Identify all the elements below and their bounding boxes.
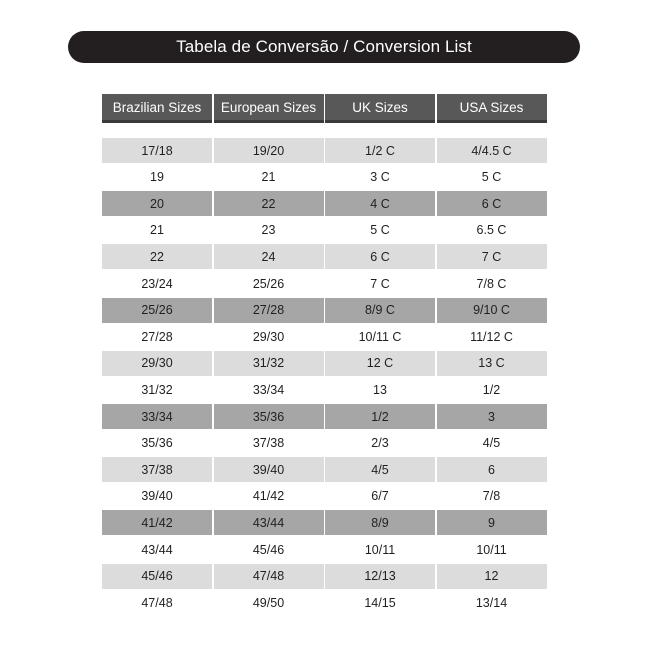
cell-brazilian: 22 <box>102 244 212 269</box>
table-row <box>102 298 547 323</box>
cell-brazilian: 31/32 <box>102 377 212 402</box>
cell-usa: 5 C <box>437 165 547 190</box>
cell-european: 31/32 <box>214 351 324 376</box>
cell-brazilian: 21 <box>102 218 212 243</box>
cell-uk: 5 C <box>325 218 435 243</box>
cell-uk: 12/13 <box>325 564 435 589</box>
table-row <box>102 484 547 509</box>
cell-european: 49/50 <box>214 590 324 615</box>
cell-uk: 4/5 <box>325 457 435 482</box>
page-title: Tabela de Conversão / Conversion List <box>176 37 472 56</box>
table-row <box>102 271 547 296</box>
cell-uk: 1/2 C <box>325 138 435 163</box>
cell-uk: 8/9 C <box>325 298 435 323</box>
cell-usa: 7/8 C <box>437 271 547 296</box>
table-row <box>102 537 547 562</box>
cell-brazilian: 47/48 <box>102 590 212 615</box>
cell-brazilian: 45/46 <box>102 564 212 589</box>
title-bar <box>68 31 580 63</box>
cell-brazilian: 19 <box>102 165 212 190</box>
header-brazilian-sizes: Brazilian Sizes <box>102 94 212 123</box>
table-row <box>102 138 547 163</box>
cell-usa: 13 C <box>437 351 547 376</box>
cell-usa: 6 C <box>437 191 547 216</box>
cell-uk: 12 C <box>325 351 435 376</box>
cell-usa: 4/4.5 C <box>437 138 547 163</box>
cell-brazilian: 39/40 <box>102 484 212 509</box>
cell-uk: 2/3 <box>325 431 435 456</box>
cell-brazilian: 29/30 <box>102 351 212 376</box>
cell-brazilian: 41/42 <box>102 510 212 535</box>
cell-uk: 10/11 C <box>325 324 435 349</box>
cell-european: 41/42 <box>214 484 324 509</box>
table-row <box>102 564 547 589</box>
table-row <box>102 165 547 190</box>
cell-european: 37/38 <box>214 431 324 456</box>
header-uk-sizes: UK Sizes <box>325 94 435 123</box>
table-row <box>102 244 547 269</box>
cell-european: 27/28 <box>214 298 324 323</box>
cell-european: 35/36 <box>214 404 324 429</box>
cell-usa: 4/5 <box>437 431 547 456</box>
cell-brazilian: 27/28 <box>102 324 212 349</box>
cell-european: 39/40 <box>214 457 324 482</box>
cell-usa: 11/12 C <box>437 324 547 349</box>
cell-brazilian: 33/34 <box>102 404 212 429</box>
table-row <box>102 218 547 243</box>
cell-usa: 1/2 <box>437 377 547 402</box>
cell-brazilian: 20 <box>102 191 212 216</box>
cell-uk: 1/2 <box>325 404 435 429</box>
cell-european: 23 <box>214 218 324 243</box>
cell-uk: 13 <box>325 377 435 402</box>
cell-european: 21 <box>214 165 324 190</box>
cell-uk: 7 C <box>325 271 435 296</box>
table-row <box>102 351 547 376</box>
cell-european: 29/30 <box>214 324 324 349</box>
table-row <box>102 377 547 402</box>
table-row <box>102 431 547 456</box>
cell-european: 45/46 <box>214 537 324 562</box>
cell-uk: 8/9 <box>325 510 435 535</box>
cell-usa: 6 <box>437 457 547 482</box>
cell-european: 43/44 <box>214 510 324 535</box>
table-header-row <box>102 94 547 123</box>
cell-uk: 14/15 <box>325 590 435 615</box>
cell-usa: 9 <box>437 510 547 535</box>
cell-uk: 3 C <box>325 165 435 190</box>
cell-brazilian: 17/18 <box>102 138 212 163</box>
table-row <box>102 457 547 482</box>
cell-usa: 13/14 <box>437 590 547 615</box>
cell-usa: 6.5 C <box>437 218 547 243</box>
cell-usa: 7/8 <box>437 484 547 509</box>
cell-brazilian: 43/44 <box>102 537 212 562</box>
table-row <box>102 510 547 535</box>
header-european-sizes: European Sizes <box>214 94 324 123</box>
header-usa-sizes: USA Sizes <box>437 94 547 123</box>
cell-brazilian: 35/36 <box>102 431 212 456</box>
cell-european: 19/20 <box>214 138 324 163</box>
cell-uk: 6 C <box>325 244 435 269</box>
cell-uk: 4 C <box>325 191 435 216</box>
cell-brazilian: 23/24 <box>102 271 212 296</box>
cell-brazilian: 25/26 <box>102 298 212 323</box>
cell-european: 33/34 <box>214 377 324 402</box>
cell-european: 25/26 <box>214 271 324 296</box>
cell-uk: 10/11 <box>325 537 435 562</box>
cell-usa: 12 <box>437 564 547 589</box>
cell-usa: 9/10 C <box>437 298 547 323</box>
cell-uk: 6/7 <box>325 484 435 509</box>
cell-usa: 10/11 <box>437 537 547 562</box>
cell-usa: 7 C <box>437 244 547 269</box>
cell-european: 22 <box>214 191 324 216</box>
cell-brazilian: 37/38 <box>102 457 212 482</box>
cell-european: 24 <box>214 244 324 269</box>
table-row <box>102 324 547 349</box>
table-row <box>102 590 547 615</box>
table-row <box>102 404 547 429</box>
table-row <box>102 191 547 216</box>
cell-european: 47/48 <box>214 564 324 589</box>
cell-usa: 3 <box>437 404 547 429</box>
